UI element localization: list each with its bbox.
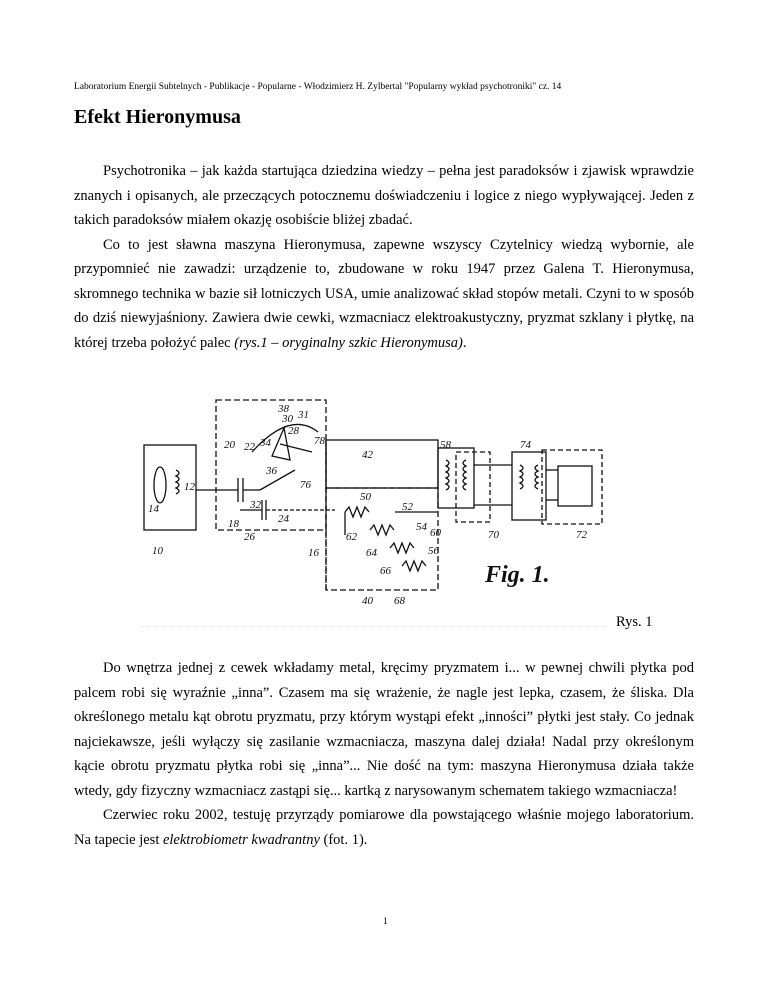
label-76: 76 xyxy=(300,479,311,491)
resistor-52 xyxy=(370,525,394,535)
label-42: 42 xyxy=(362,449,373,461)
coil-left xyxy=(176,470,179,494)
label-50: 50 xyxy=(360,491,371,503)
label-78: 78 xyxy=(314,435,325,447)
label-16: 16 xyxy=(308,547,319,559)
label-32: 32 xyxy=(250,499,261,511)
label-14: 14 xyxy=(148,503,159,515)
label-30: 30 xyxy=(282,413,293,425)
finger-plate xyxy=(558,466,592,506)
label-62: 62 xyxy=(346,531,357,543)
label-52: 52 xyxy=(402,501,413,513)
label-72: 72 xyxy=(576,529,587,541)
resistor-50 xyxy=(345,507,369,517)
label-31: 31 xyxy=(298,409,309,421)
figure-caption: Rys. 1 xyxy=(616,614,653,630)
label-40: 40 xyxy=(362,595,373,607)
label-68: 68 xyxy=(394,595,405,607)
body-text-bottom xyxy=(74,656,694,852)
label-10: 10 xyxy=(152,545,163,557)
figure-numbers xyxy=(148,403,588,607)
paragraph-2-end: . xyxy=(462,334,467,351)
running-header: Laboratorium Energii Subtelnych - Publikacje - Popularne - Włodzimierz H. Zylbertal "Popularny wykład psychotroniki" cz. 14 xyxy=(74,82,562,92)
label-12: 12 xyxy=(184,481,195,493)
sample-ellipse xyxy=(154,467,166,503)
amplifier-box xyxy=(326,440,438,488)
dashed-box-72 xyxy=(542,450,602,524)
resistor-56 xyxy=(402,561,426,571)
label-58: 58 xyxy=(440,439,451,451)
label-56: 56 xyxy=(428,545,439,557)
label-22: 22 xyxy=(244,441,255,453)
body-text-top xyxy=(74,159,694,355)
label-36: 36 xyxy=(266,465,277,477)
label-26: 26 xyxy=(244,531,255,543)
transformer-74-coil-2 xyxy=(535,465,538,489)
paragraph-1: Psychotronika – jak każda startująca dziedzina wiedzy – pełna jest paradoksów i zjawisk wprawdzie znanych i opisanych, ale przeczących potocznemu doświadczeniu i logice z niego wypływającej. Jeden z takich paradoksów miałem okazję osobiście bliżej zbadać. xyxy=(74,163,694,228)
device-name: elektrobiometr kwadrantny xyxy=(162,831,320,848)
transformer-coil-1 xyxy=(446,460,449,490)
transformer-74 xyxy=(512,452,546,520)
transformer-74-coil-1 xyxy=(520,465,523,489)
label-20: 20 xyxy=(224,439,235,451)
transformer-coil-2 xyxy=(463,460,466,490)
caption-rule xyxy=(140,626,608,627)
label-74: 74 xyxy=(520,439,531,451)
hieronymus-schematic-figure xyxy=(140,370,610,615)
label-66: 66 xyxy=(380,565,391,577)
paragraph-4-end: (fot. 1). xyxy=(319,831,368,848)
label-54: 54 xyxy=(416,521,427,533)
paragraph-2 xyxy=(74,233,694,356)
figure-reference: (rys.1 – oryginalny szkic Hieronymusa) xyxy=(234,334,463,351)
label-18: 18 xyxy=(228,518,239,530)
label-70: 70 xyxy=(488,529,499,541)
label-60: 60 xyxy=(430,527,441,539)
resistor-54 xyxy=(390,543,414,553)
fig-label: Fig. 1. xyxy=(485,562,550,588)
prism-ray xyxy=(280,444,312,452)
label-34: 34 xyxy=(260,437,271,449)
paragraph-3: Do wnętrza jednej z cewek wkładamy metal, kręcimy pryzmatem i... w pewnej chwili płytka pod palcem robi się wyraźnie „inna”. Czasem ma się wrażenie, że nagle jest lepka, czasem, że śliska. Dla określonego metalu kąt obrotu pryzmatu, przy którym wystąpi efekt „inności” płytki jest stały. Co jednak najciekawsze, jeśli wyłączy się zasilanie wzmacniacza, maszyna dalej działa! Nadal przy określonym kącie obrotu pryzmatu płytka robi się „inna”... Nie dość na tym: maszyna Hieronymusa działa także wtedy, gdy fizyczny wzmacniacz zastąpi się... kartką z narysowanym schematem takiego wzmacniacza! xyxy=(74,660,694,799)
paragraph-4-text: Czerwiec roku 2002, testuję przyrządy pomiarowe dla powstającego właśnie mojego laboratorium. Na tapecie jest xyxy=(74,807,694,848)
label-28: 28 xyxy=(288,425,299,437)
paragraph-2-text: Co to jest sławna maszyna Hieronymusa, zapewne wszyscy Czytelnicy wiedzą wybornie, ale przypomnieć nie zawadzi: urządzenie to, zbudowane w roku 1947 przez Galena T. Hieronymusa, skromnego technika w bazie sił lotniczych USA, umie analizować skład stopów metali. Czyni to w sposób do dziś niewyjaśniony. Zawiera dwie cewki, wzmacniacz elektroakustyczny, pryzmat szklany i płytkę, na której trzeba położyć palec xyxy=(74,236,694,351)
article-title: Efekt Hieronymusa xyxy=(74,106,241,128)
dashed-box-70 xyxy=(456,452,490,522)
paragraph-4 xyxy=(74,803,694,852)
page-number: 1 xyxy=(383,917,388,927)
label-38: 38 xyxy=(278,403,289,415)
label-64: 64 xyxy=(366,547,377,559)
label-24: 24 xyxy=(278,513,289,525)
